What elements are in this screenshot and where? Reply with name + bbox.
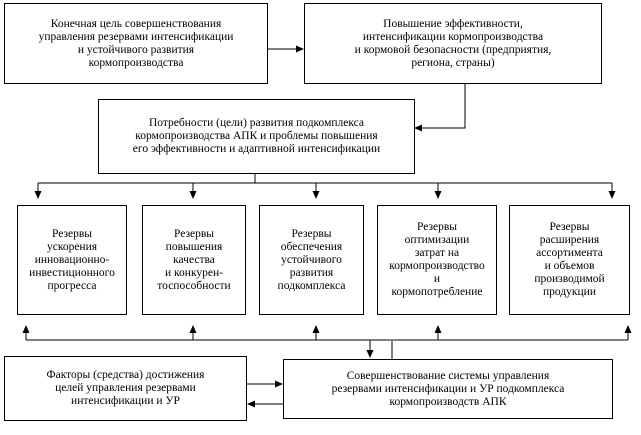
system-box <box>283 359 613 419</box>
system-text: Совершенствование системы управления резервами интенсификации и УР подкомплекса кормопроизводств АПК <box>331 369 565 408</box>
efficiency-box <box>304 3 602 84</box>
needs-box <box>98 99 415 174</box>
factors-box <box>4 356 247 421</box>
factors-text: Факторы (средства) достижения целей управления резервами интенсификации и УР <box>46 369 205 407</box>
reserve-text-3: Резервы обеспечения устойчивого развития подкомплекса <box>277 227 346 292</box>
reserve-box-2 <box>142 205 246 315</box>
goal-text: Конечная цель совершенствования управления резервами интенсификации и устойчивого развития кормопроизводства <box>38 17 234 69</box>
arrow-efficiency-to-needs <box>415 84 465 128</box>
reserve-text-1: Резервы ускорения инновационно- инвестиционного прогресса <box>29 227 115 292</box>
reserve-box-1 <box>17 205 127 315</box>
reserve-box-5 <box>509 205 630 315</box>
reserve-box-3 <box>259 205 364 315</box>
reserve-text-4: Резервы оптимизации затрат на кормопроизводство и кормопотребление <box>389 221 485 298</box>
efficiency-text: Повышение эффективности, интенсификации кормопроизводства и кормовой безопасности (предприятия, региона, страны) <box>354 17 552 69</box>
goal-box <box>4 3 268 84</box>
needs-text: Потребности (цели) развития подкомплекса кормопроизводства АПК и проблемы повышения его эффективности и адаптивной интенсификации <box>132 117 381 155</box>
reserve-text-5: Резервы расширения ассортимента и объемов производимой продукции <box>534 221 605 298</box>
reserve-text-2: Резервы повышения качества и конкурен- тоспособности <box>157 227 231 292</box>
reserve-box-4 <box>377 205 497 315</box>
